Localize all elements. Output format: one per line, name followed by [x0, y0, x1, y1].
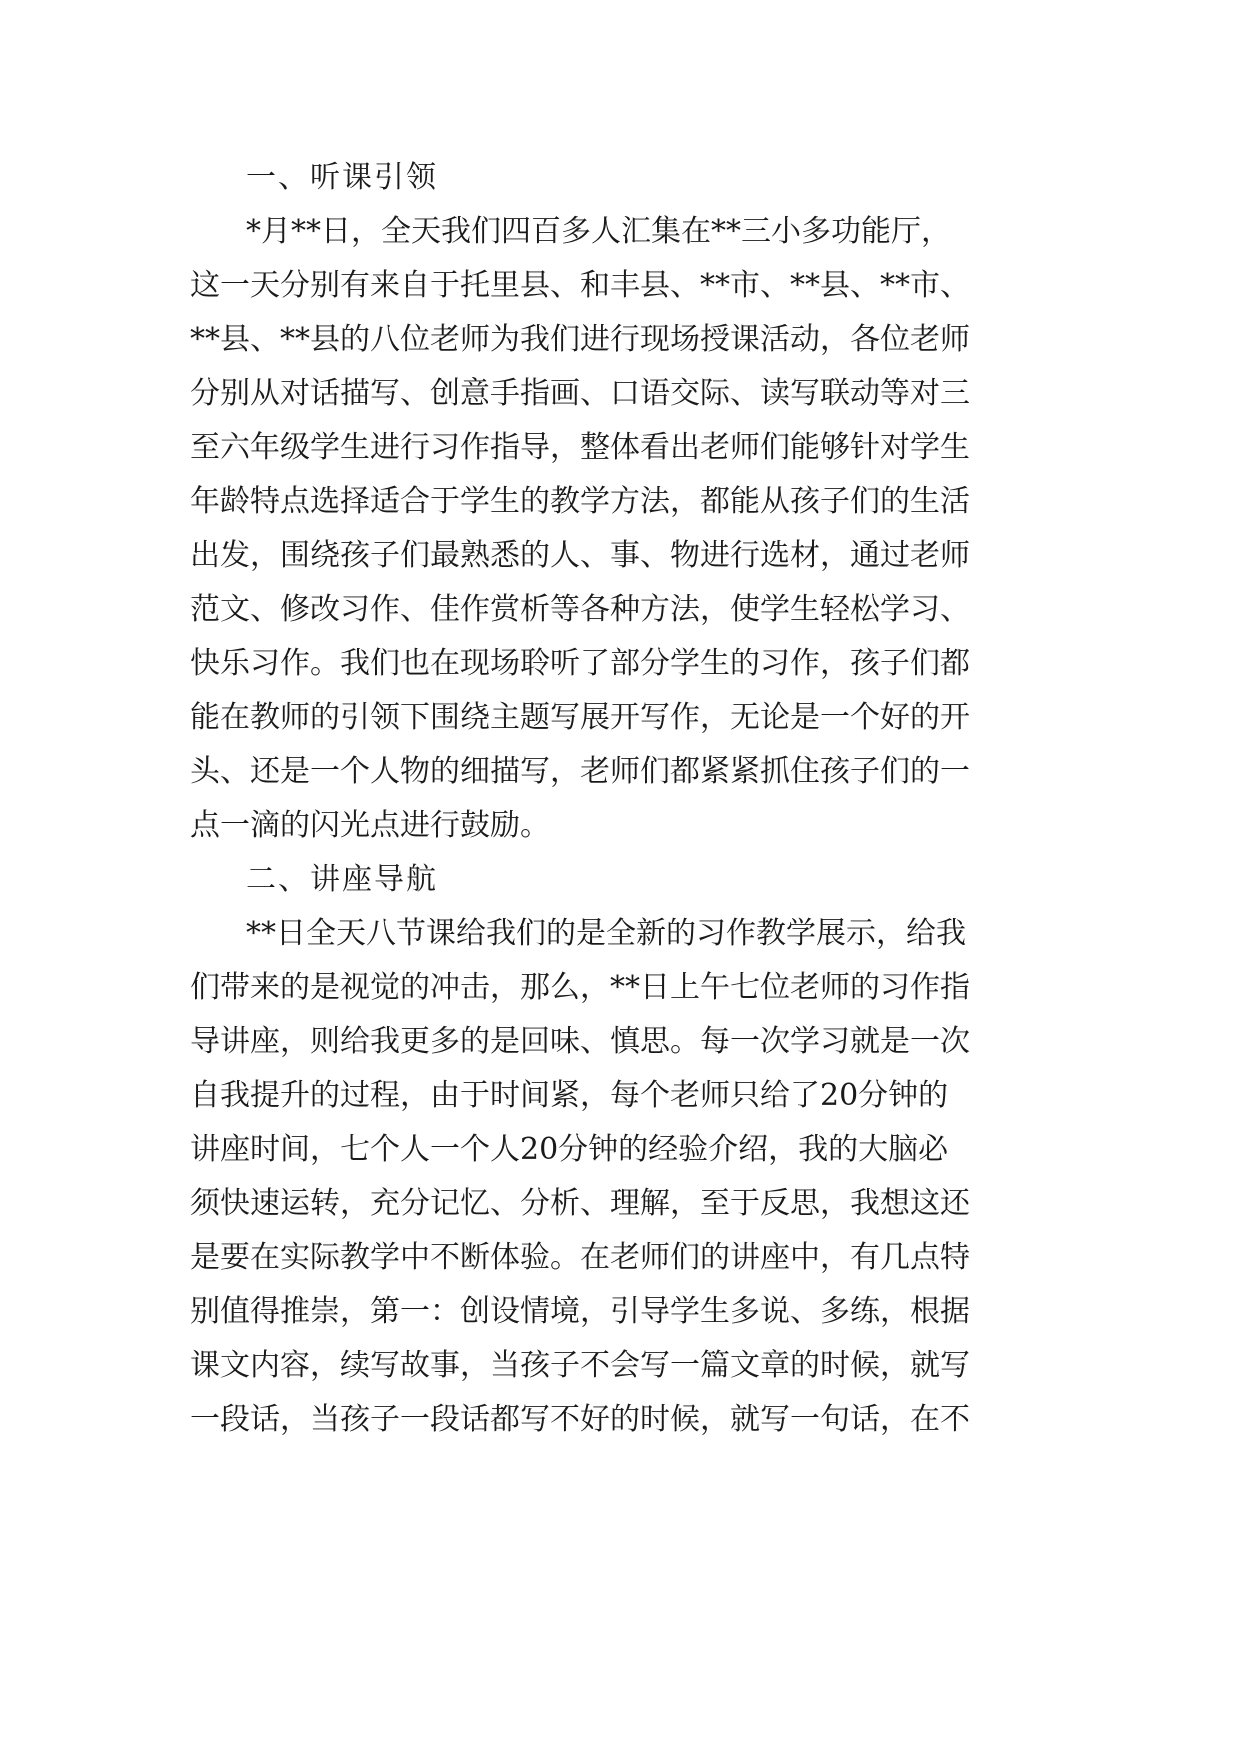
paragraph-line: 是要在实际教学中不断体验。在老师们的讲座中，有几点特	[190, 1240, 970, 1275]
paragraph-line: 这一天分别有来自于托里县、和丰县、**市、**县、**市、	[190, 268, 970, 303]
paragraph-line: 须快速运转，充分记忆、分析、理解，至于反思，我想这还	[190, 1186, 970, 1221]
paragraph-line: 讲座时间，七个人一个人20分钟的经验介绍，我的大脑必	[190, 1132, 949, 1167]
paragraph-line: 分别从对话描写、创意手指画、口语交际、读写联动等对三	[190, 376, 970, 411]
paragraph-line: 至六年级学生进行习作指导，整体看出老师们能够针对学生	[190, 430, 970, 465]
paragraph-line: 点一滴的闪光点进行鼓励。	[190, 808, 550, 843]
paragraph-line: 快乐习作。我们也在现场聆听了部分学生的习作，孩子们都	[190, 646, 970, 681]
paragraph-line: 别值得推崇，第一：创设情境，引导学生多说、多练，根据	[190, 1294, 970, 1329]
paragraph-line: **日全天八节课给我们的是全新的习作教学展示，给我	[246, 916, 966, 951]
paragraph-line: 们带来的是视觉的冲击，那么，**日上午七位老师的习作指	[190, 970, 970, 1005]
paragraph-line: 年龄特点选择适合于学生的教学方法，都能从孩子们的生活	[190, 484, 970, 519]
paragraph-line: *月**日，全天我们四百多人汇集在**三小多功能厅，	[246, 214, 951, 249]
section-heading: 二、讲座导航	[246, 862, 438, 897]
paragraph-line: 能在教师的引领下围绕主题写展开写作，无论是一个好的开	[190, 700, 970, 735]
section-heading: 一、听课引领	[246, 160, 438, 195]
paragraph-line: 一段话，当孩子一段话都写不好的时候，就写一句话，在不	[190, 1402, 970, 1437]
paragraph-line: 导讲座，则给我更多的是回味、慎思。每一次学习就是一次	[190, 1024, 970, 1059]
paragraph-line: **县、**县的八位老师为我们进行现场授课活动，各位老师	[190, 322, 970, 357]
paragraph-line: 自我提升的过程，由于时间紧，每个老师只给了20分钟的	[190, 1078, 949, 1113]
paragraph-line: 头、还是一个人物的细描写，老师们都紧紧抓住孩子们的一	[190, 754, 970, 789]
paragraph-line: 课文内容，续写故事，当孩子不会写一篇文章的时候，就写	[190, 1348, 970, 1383]
paragraph-line: 范文、修改习作、佳作赏析等各种方法，使学生轻松学习、	[190, 592, 970, 627]
paragraph-line: 出发，围绕孩子们最熟悉的人、事、物进行选材，通过老师	[190, 538, 970, 573]
